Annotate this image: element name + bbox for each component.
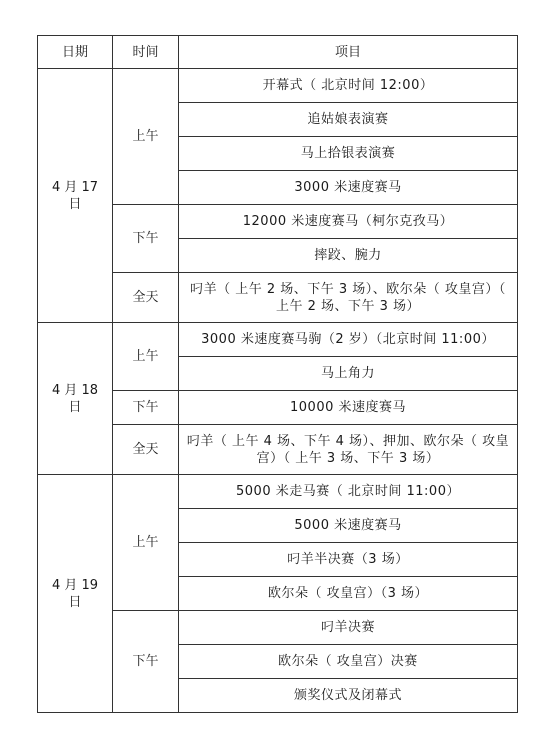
event-item: 5000 米速度赛马 xyxy=(179,509,518,543)
event-item: 摔跤、腕力 xyxy=(179,239,518,273)
header-time: 时间 xyxy=(113,36,179,69)
table-row xyxy=(38,69,518,103)
event-item: 欧尔朵（ 攻皇宫）决赛 xyxy=(179,645,518,679)
table-row xyxy=(38,475,518,509)
period-cell: 下午 xyxy=(113,391,179,425)
event-item: 叼羊决赛 xyxy=(179,611,518,645)
event-item: 马上拾银表演赛 xyxy=(179,137,518,171)
period-cell: 全天 xyxy=(113,273,179,323)
event-item: 12000 米速度赛马（柯尔克孜马） xyxy=(179,205,518,239)
event-item: 叼羊（ 上午 4 场、下午 4 场）、押加、欧尔朵（ 攻皇宫）（ 上午 3 场、下午 3 场） xyxy=(179,425,518,475)
event-item: 3000 米速度赛马驹（2 岁）（北京时间 11:00） xyxy=(179,323,518,357)
date-cell: 4 月 17 日 xyxy=(38,69,113,323)
header-date: 日期 xyxy=(38,36,113,69)
period-cell: 上午 xyxy=(113,69,179,205)
period-cell: 全天 xyxy=(113,425,179,475)
event-item: 欧尔朵（ 攻皇宫）（3 场） xyxy=(179,577,518,611)
event-item: 5000 米走马赛（ 北京时间 11:00） xyxy=(179,475,518,509)
period-cell: 下午 xyxy=(113,611,179,713)
table-header-row xyxy=(38,36,518,69)
event-item: 叼羊（ 上午 2 场、下午 3 场）、欧尔朵（ 攻皇宫）（ 上午 2 场、下午 3 场） xyxy=(179,273,518,323)
event-item: 追姑娘表演赛 xyxy=(179,103,518,137)
period-cell: 上午 xyxy=(113,323,179,391)
event-item: 马上角力 xyxy=(179,357,518,391)
event-item: 开幕式（ 北京时间 12:00） xyxy=(179,69,518,103)
date-cell: 4 月 19 日 xyxy=(38,475,113,713)
table-row xyxy=(38,323,518,357)
period-cell: 下午 xyxy=(113,205,179,273)
date-cell: 4 月 18 日 xyxy=(38,323,113,475)
event-schedule-table xyxy=(37,35,518,713)
event-item: 颁奖仪式及闭幕式 xyxy=(179,679,518,713)
event-item: 3000 米速度赛马 xyxy=(179,171,518,205)
event-item: 叼羊半决赛（3 场） xyxy=(179,543,518,577)
period-cell: 上午 xyxy=(113,475,179,611)
event-item: 10000 米速度赛马 xyxy=(179,391,518,425)
header-item: 项目 xyxy=(179,36,518,69)
